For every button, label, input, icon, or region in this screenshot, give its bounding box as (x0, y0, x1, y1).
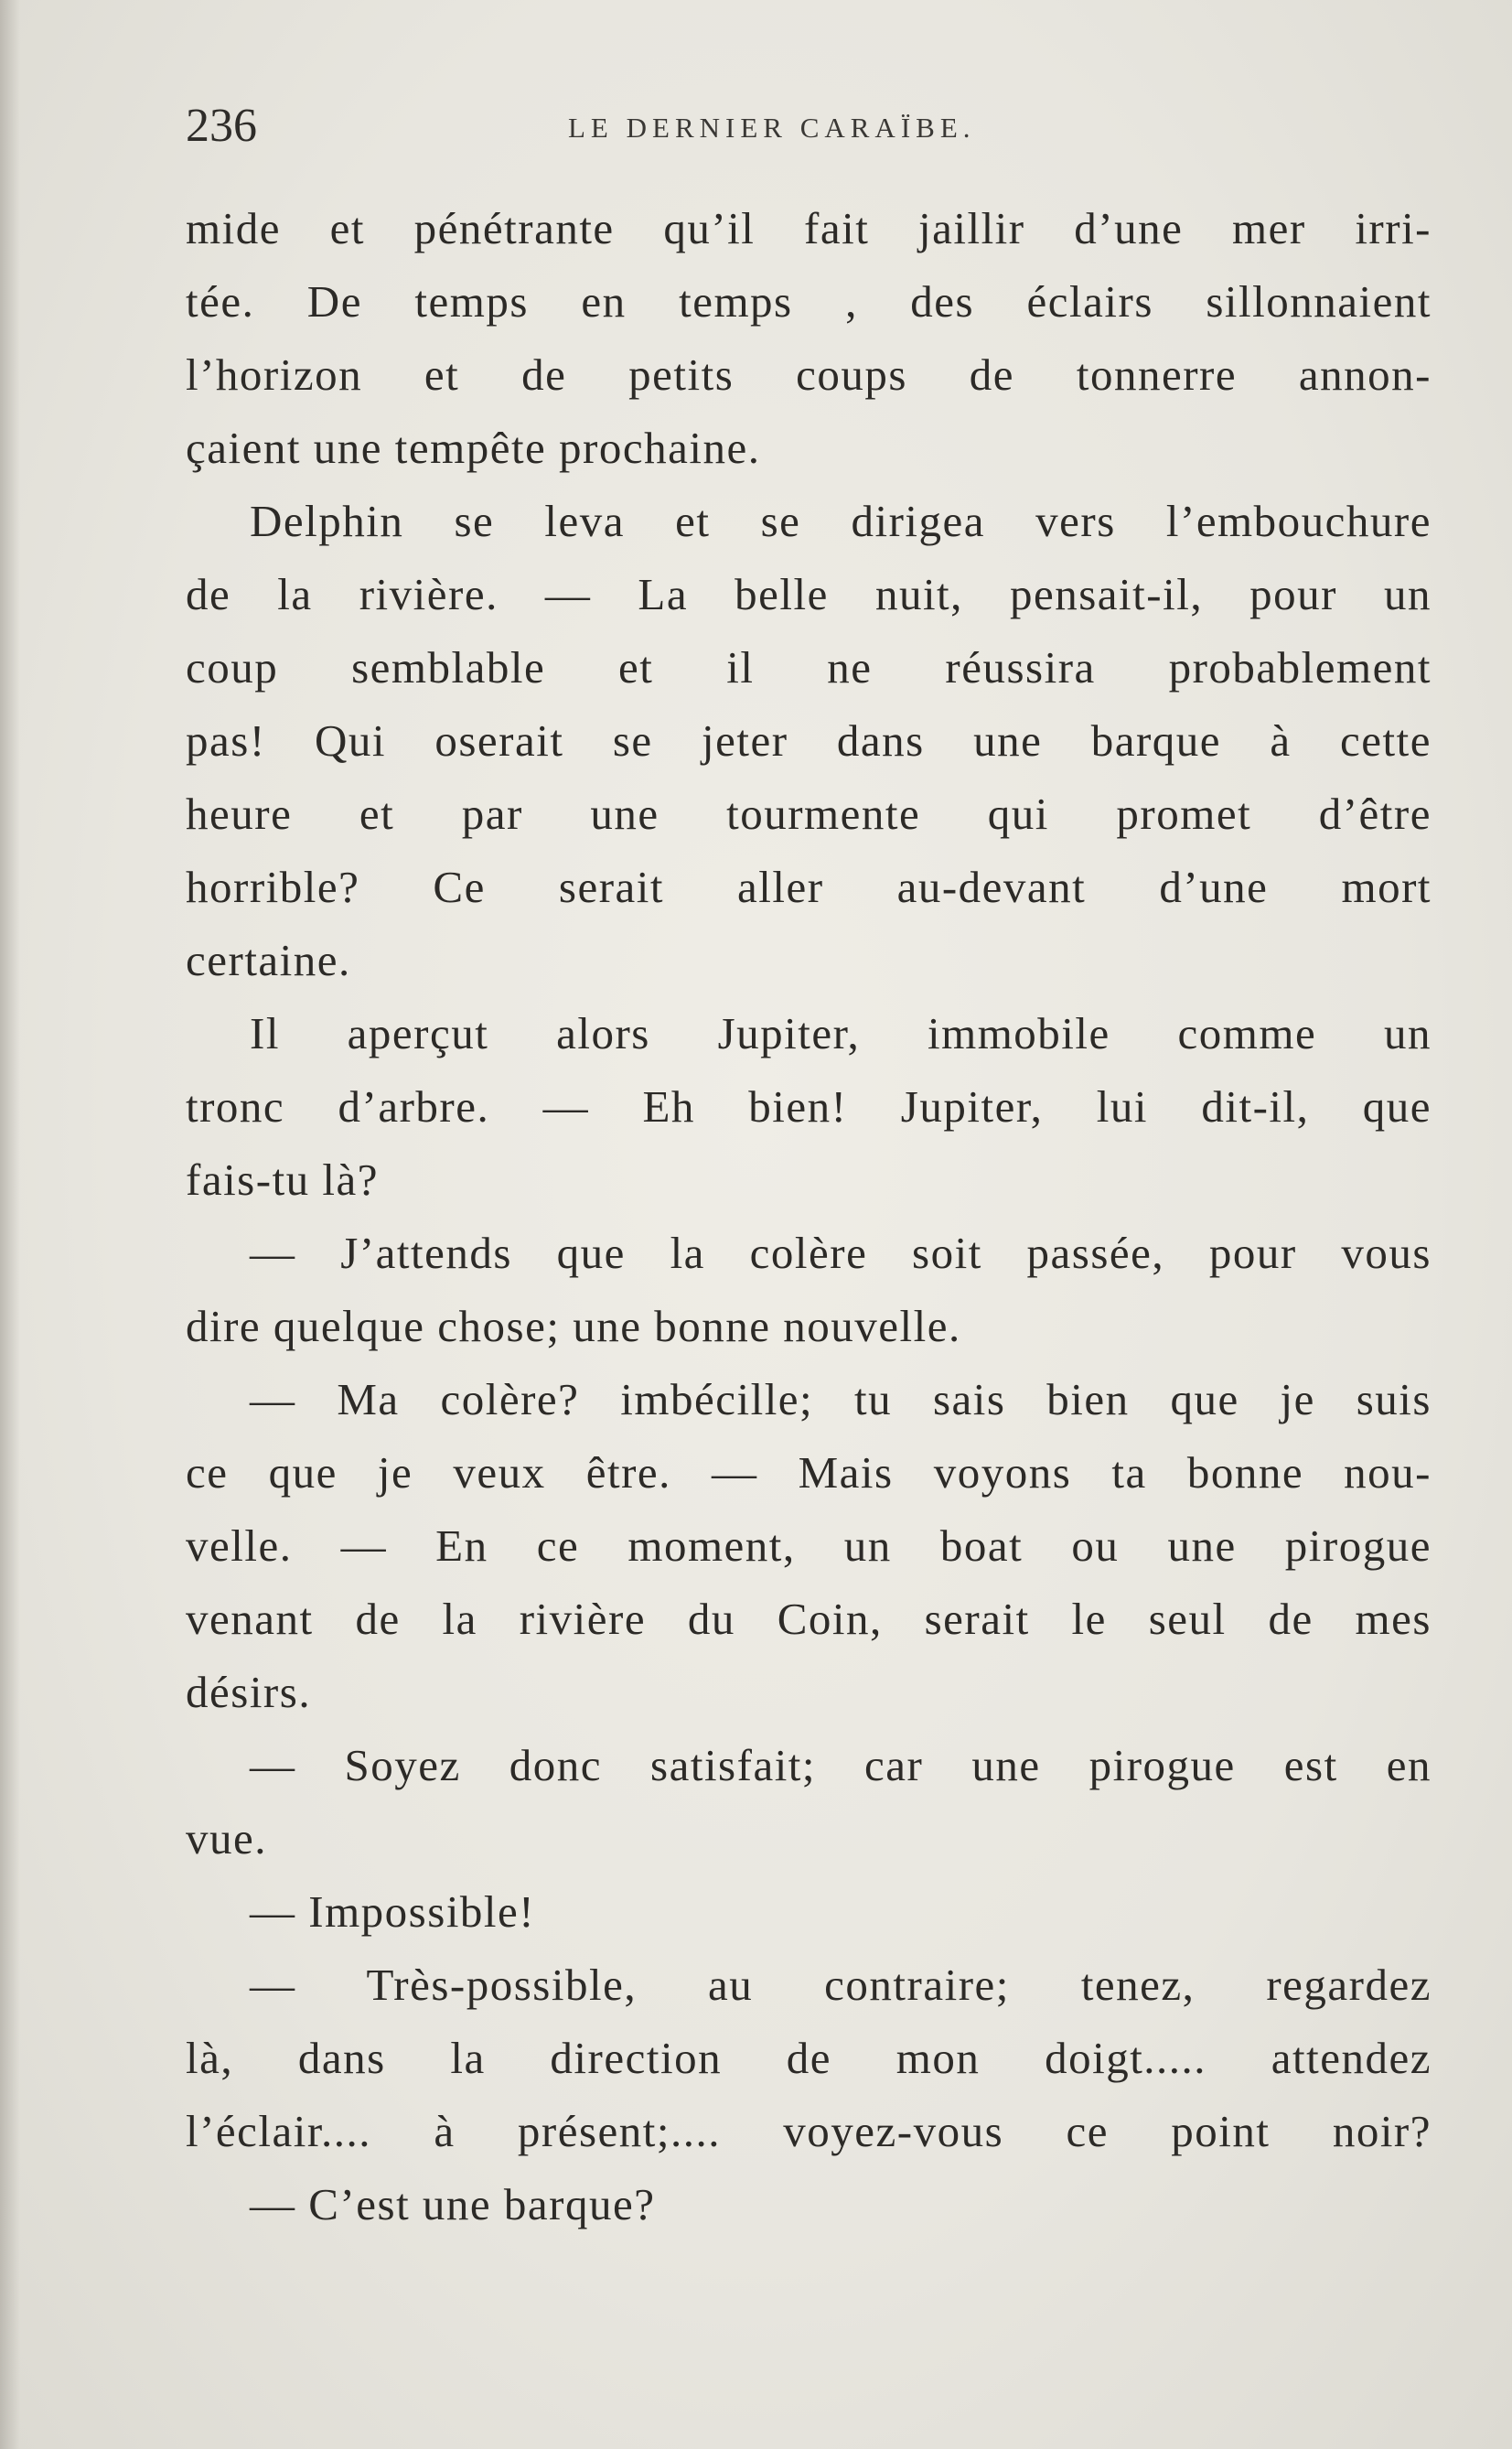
text-line: là, dans la direction de mon doigt..... attendez (186, 2033, 1432, 2083)
text-line: certaine. (186, 935, 351, 985)
page-number: 236 (186, 100, 257, 152)
text-line: de la rivière. — La belle nuit, pensait-il, pour un (186, 569, 1432, 619)
text-line: horrible? Ce serait aller au-devant d’une mort (186, 862, 1432, 912)
text-line: fais-tu là? (186, 1155, 380, 1205)
text-line: — Soyez donc satisfait; car une pirogue est en (250, 1740, 1432, 1790)
text-line: Il aperçut alors Jupiter, immobile comme un (250, 1008, 1432, 1058)
text-line: l’éclair.... à présent;.... voyez-vous ce point noir? (186, 2106, 1432, 2156)
text-line: tronc d’arbre. — Eh bien! Jupiter, lui dit-il, que (186, 1081, 1432, 1132)
text-line: Delphin se leva et se dirigea vers l’embouchure (250, 496, 1432, 546)
text-line: çaient une tempête prochaine. (186, 423, 761, 473)
running-title: LE DERNIER CARAÏBE. (568, 112, 976, 144)
text-line: tée. De temps en temps , des éclairs sillonnaient (186, 276, 1432, 327)
text-line: l’horizon et de petits coups de tonnerre annon- (186, 349, 1432, 400)
text-line: désirs. (186, 1667, 312, 1717)
body-text (186, 192, 1432, 2241)
text-line: — Très-possible, au contraire; tenez, regardez (250, 1960, 1432, 2010)
text-line: mide et pénétrante qu’il fait jaillir d’une mer irri- (186, 203, 1432, 253)
text-line: coup semblable et il ne réussira probablement (186, 642, 1432, 693)
text-line: — J’attends que la colère soit passée, pour vous (250, 1228, 1432, 1278)
text-line: — Ma colère? imbécille; tu sais bien que je suis (250, 1374, 1432, 1424)
text-line: ce que je veux être. — Mais voyons ta bonne nou- (186, 1447, 1432, 1498)
text-line: — Impossible! (250, 1886, 536, 1937)
text-line: vue. (186, 1813, 267, 1864)
page-header (186, 99, 1434, 154)
text-line: venant de la rivière du Coin, serait le seul de mes (186, 1594, 1432, 1644)
text-line: velle. — En ce moment, un boat ou une pirogue (186, 1520, 1432, 1571)
page-edge-shadow (0, 0, 20, 2449)
text-line: — C’est une barque? (250, 2179, 656, 2229)
text-line: heure et par une tourmente qui promet d’être (186, 789, 1432, 839)
text-line: dire quelque chose; une bonne nouvelle. (186, 1301, 961, 1351)
text-line: pas! Qui oserait se jeter dans une barque à cette (186, 715, 1432, 766)
